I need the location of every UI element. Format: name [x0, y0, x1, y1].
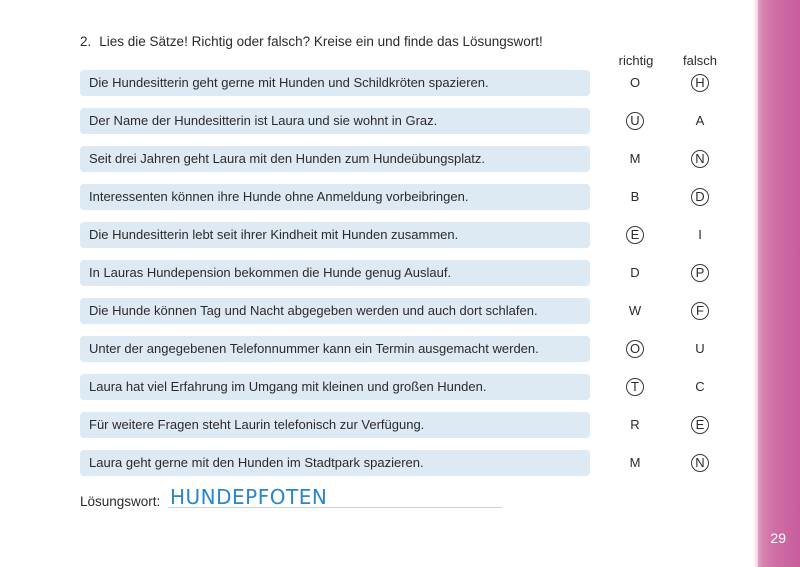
statement-text: Unter der angegebenen Telefonnummer kann ein Termin ausgemacht werden.: [80, 336, 590, 362]
statement-text: Laura geht gerne mit den Hunden im Stadtpark spazieren.: [80, 450, 590, 476]
statement-text: Die Hundesitterin geht gerne mit Hunden und Schildkröten spazieren.: [80, 70, 590, 96]
solution-word[interactable]: HUNDEPFOTEN: [170, 485, 328, 509]
statement-text: Seit drei Jahren geht Laura mit den Hunden zum Hundeübungsplatz.: [80, 146, 590, 172]
column-header-richtig: richtig: [618, 53, 654, 68]
statement-text: Für weitere Fragen steht Laurin telefonisch zur Verfügung.: [80, 412, 590, 438]
letter-falsch-circled[interactable]: P: [691, 264, 709, 282]
letter-richtig[interactable]: O: [629, 75, 641, 90]
letter-falsch-circled[interactable]: F: [691, 302, 709, 320]
letter-richtig-circled[interactable]: E: [626, 226, 644, 244]
letter-falsch[interactable]: A: [695, 113, 705, 128]
statement-text: Laura hat viel Erfahrung im Umgang mit kleinen und großen Hunden.: [80, 374, 590, 400]
letter-richtig[interactable]: R: [630, 417, 640, 432]
statement-text: Der Name der Hundesitterin ist Laura und sie wohnt in Graz.: [80, 108, 590, 134]
column-header-falsch: falsch: [683, 53, 717, 68]
exercise-instruction: [80, 34, 543, 49]
letter-richtig[interactable]: M: [629, 455, 641, 470]
letter-falsch-circled[interactable]: N: [691, 454, 709, 472]
letter-richtig-circled[interactable]: U: [626, 112, 644, 130]
statement-text: Die Hunde können Tag und Nacht abgegeben werden und auch dort schlafen.: [80, 298, 590, 324]
page-number: 29: [770, 530, 786, 546]
letter-falsch-circled[interactable]: N: [691, 150, 709, 168]
letter-richtig[interactable]: B: [630, 189, 640, 204]
letter-richtig[interactable]: W: [628, 303, 642, 318]
solution-label: Lösungswort:: [80, 494, 161, 509]
letter-falsch[interactable]: I: [698, 227, 702, 242]
solution-word-row: [80, 487, 502, 511]
letter-falsch[interactable]: U: [695, 341, 705, 356]
solution-underline: [168, 507, 502, 508]
page-edge-strip: [758, 0, 800, 567]
letter-richtig-circled[interactable]: O: [626, 340, 644, 358]
letter-richtig[interactable]: M: [629, 151, 641, 166]
statement-text: Die Hundesitterin lebt seit ihrer Kindheit mit Hunden zusammen.: [80, 222, 590, 248]
statement-text: In Lauras Hundepension bekommen die Hunde genug Auslauf.: [80, 260, 590, 286]
letter-falsch-circled[interactable]: H: [691, 74, 709, 92]
letter-richtig[interactable]: D: [630, 265, 640, 280]
instruction-text: Lies die Sätze! Richtig oder falsch? Kreise ein und finde das Lösungswort!: [99, 34, 543, 49]
letter-falsch[interactable]: C: [695, 379, 705, 394]
letter-richtig-circled[interactable]: T: [626, 378, 644, 396]
exercise-number: 2.: [80, 34, 92, 49]
letter-falsch-circled[interactable]: D: [691, 188, 709, 206]
statement-text: Interessenten können ihre Hunde ohne Anmeldung vorbeibringen.: [80, 184, 590, 210]
letter-falsch-circled[interactable]: E: [691, 416, 709, 434]
